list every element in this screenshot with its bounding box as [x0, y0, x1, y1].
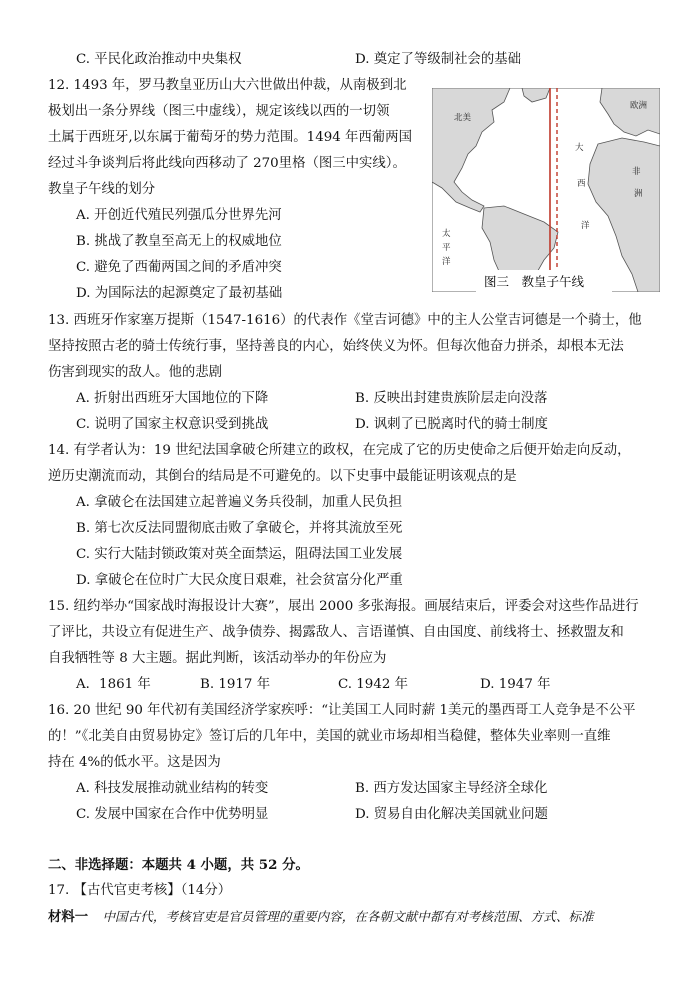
q12-option-b: B. 挑战了教皇至高无上的权威地位 — [76, 234, 282, 249]
q15-option-a: A．1861 年 — [76, 677, 151, 692]
label-atlantic-1: 大 — [575, 143, 584, 153]
q15-stem-line: 了评比，共设立有促进生产、战争债券、揭露敌人、言语谨慎、自由国度、前线将士、拯救盟友和 — [48, 625, 624, 640]
pope-meridian-map — [432, 88, 660, 292]
q13-stem-line: 伤害到现实的敌人。他的悲剧 — [48, 365, 223, 380]
q14-option-c: C. 实行大陆封锁政策对英全面禁运，阻碍法国工业发展 — [76, 547, 403, 562]
label-africa-1: 非 — [632, 167, 641, 177]
material-1-block — [48, 907, 594, 928]
q16-option-b: B. 西方发达国家主导经济全球化 — [355, 781, 548, 796]
q14-option-b: B. 第七次反法同盟彻底击败了拿破仑，并将其流放至死 — [76, 521, 403, 536]
map-graphic — [432, 88, 660, 292]
q15-option-d: D. 1947 年 — [480, 677, 551, 692]
q16-stem-line: 持在 4%的低水平。这是因为 — [48, 755, 221, 770]
q12-option-d: D. 为国际法的起源奠定了最初基础 — [76, 286, 283, 301]
q16-option-a: A. 科技发展推动就业结构的转变 — [76, 781, 269, 796]
q15-option-c: C. 1942 年 — [338, 677, 409, 692]
q13-stem-line: 13. 西班牙作家塞万提斯（1547-1616）的代表作《堂吉诃德》中的主人公堂吉诃德是一个骑士，他 — [48, 313, 642, 328]
q15-stem-line: 15. 纽约举办“国家战时海报设计大赛”，展出 2000 多张海报。画展结束后，评委会对这些作品进行 — [48, 599, 639, 614]
q13-stem-line: 坚持按照古老的骑士传统行事，坚持善良的内心，始终侠义为怀。但每次他奋力拼杀，却根本无法 — [48, 339, 624, 354]
q12-stem-line: 经过斗争谈判后将此线向西移动了 270里格（图三中实线）。 — [48, 156, 406, 171]
q11-option-c: C. 平民化政治推动中央集权 — [76, 52, 242, 67]
q16-stem-line: 16. 20 世纪 90 年代初有美国经济学家疾呼：“让美国工人同时薪 1美元的墨西哥工人竞争是不公平 — [48, 703, 636, 718]
q12-stem-line: 土属于西班牙,以东属于葡萄牙的势力范围。1494 年西葡两国 — [48, 130, 412, 145]
label-pacific-1: 太 — [442, 229, 451, 239]
q16-option-c: C. 发展中国家在合作中优势明显 — [76, 807, 269, 822]
q13-option-b: B. 反映出封建贵族阶层走向没落 — [355, 391, 548, 406]
q12-stem-line: 极划出一条分界线（图三中虚线），规定该线以西的一切领 — [48, 104, 390, 119]
q12-option-c: C. 避免了西葡两国之间的矛盾冲突 — [76, 260, 282, 275]
label-north-america: 北美 — [454, 113, 472, 123]
label-atlantic-2: 西 — [577, 179, 586, 189]
q16-option-d: D. 贸易自由化解决美国就业问题 — [355, 807, 548, 822]
q14-option-a: A. 拿破仑在法国建立起普遍义务兵役制，加重人民负担 — [76, 495, 403, 510]
q12-stem-line: 12. 1493 年，罗马教皇亚历山大六世做出仲裁，从南极到北 — [48, 78, 407, 93]
label-africa-2: 洲 — [634, 189, 643, 199]
q11-option-d: D. 奠定了等级制社会的基础 — [355, 52, 522, 67]
q14-stem-line: 逆历史潮流而动，其倒台的结局是不可避免的。以下史事中最能证明该观点的是 — [48, 469, 517, 484]
label-pacific-3: 洋 — [442, 257, 451, 267]
figure-caption: 图三 教皇子午线 — [484, 274, 585, 289]
section-2-heading: 二、非选择题：本题共 4 小题，共 52 分。 — [48, 857, 309, 873]
q15-stem-line: 自我牺牲等 8 大主题。据此判断，该活动举办的年份应为 — [48, 651, 387, 666]
q17-title: 17. 【古代官吏考核】（14分） — [48, 883, 232, 898]
material-1-label: 材料一 — [48, 909, 89, 925]
q14-stem-line: 14. 有学者认为：19 世纪法国拿破仑所建立的政权，在完成了它的历史使命之后便开始走向反动， — [48, 443, 631, 458]
material-1-text: 中国古代，考核官吏是官员管理的重要内容，在各朝文献中都有对考核范围、方式、标准 — [102, 909, 594, 924]
q13-option-d: D. 讽刺了已脱离时代的骑士制度 — [355, 417, 548, 432]
q12-stem-line: 教皇子午线的划分 — [48, 182, 156, 197]
q15-option-b: B. 1917 年 — [200, 677, 271, 692]
q16-stem-line: 的！”《北美自由贸易协定》签订后的几年中，美国的就业市场却相当稳健，整体失业率则一直维 — [48, 729, 611, 744]
q13-option-a: A. 折射出西班牙大国地位的下降 — [76, 391, 269, 406]
label-pacific-2: 平 — [442, 243, 451, 253]
q14-option-d: D. 拿破仑在位时广大民众度日艰难，社会贫富分化严重 — [76, 573, 403, 588]
label-atlantic-3: 洋 — [581, 221, 590, 231]
q12-option-a: A. 开创近代殖民列强瓜分世界先河 — [76, 208, 282, 223]
q13-option-c: C. 说明了国家主权意识受到挑战 — [76, 417, 269, 432]
label-europe: 欧洲 — [630, 101, 648, 111]
